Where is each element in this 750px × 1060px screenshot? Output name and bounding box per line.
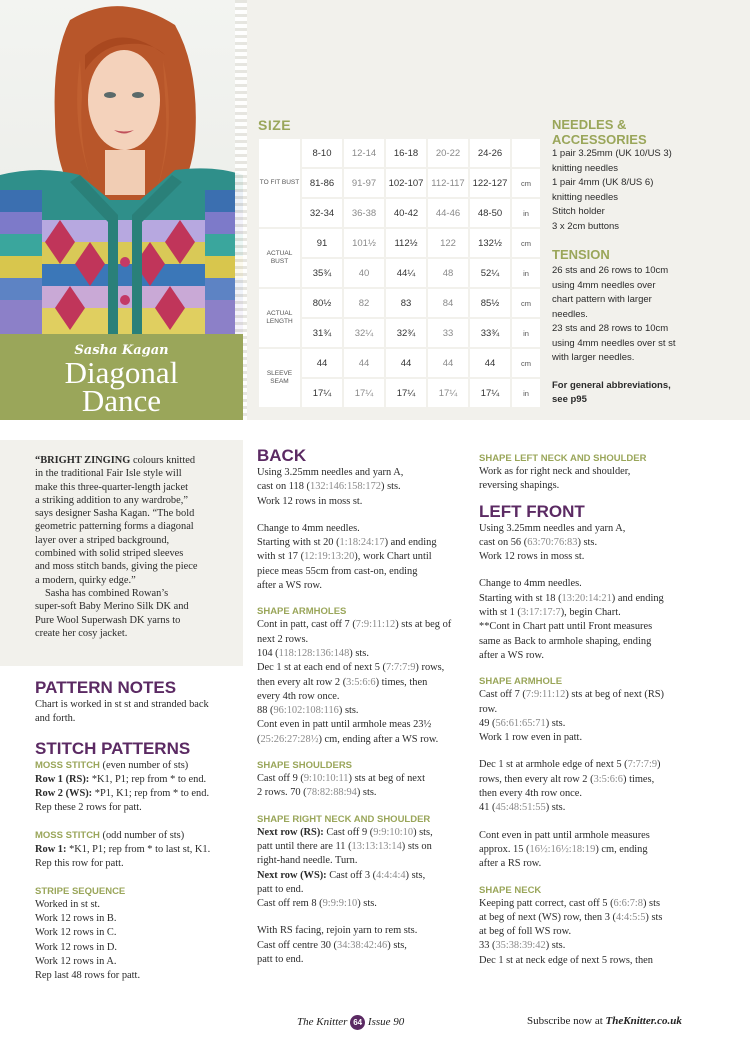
- intro-line: in the traditional Fair Isle style will: [35, 468, 182, 480]
- intro-line: super-soft Baby Merino Silk DK and: [35, 601, 189, 613]
- shape-shoulders-heading: SHAPE SHOULDERS: [257, 760, 353, 772]
- row-text: *K1, P1; rep from * to last st, K1.: [66, 844, 211, 856]
- intro-line: make this three-quarter-length jacket: [35, 481, 188, 493]
- armhole-line: (25:26:27:28½) cm, ending after a WS row.: [257, 733, 439, 745]
- left-neck-line: Work as for right neck and shoulder,: [479, 466, 631, 477]
- size-cell: 16-18: [385, 138, 427, 168]
- needles-list: [552, 147, 742, 234]
- left-front-line: Starting with st 18 (13:20:14:21) and ending: [479, 592, 664, 604]
- armhole-line: 49 (56:61:65:71) sts.: [479, 717, 566, 729]
- size-unit: cm: [511, 348, 541, 378]
- size-cell: 81-86: [301, 168, 343, 198]
- column-1: [35, 678, 240, 983]
- size-table-row: [258, 378, 541, 408]
- pattern-title-line1: Diagonal: [64, 355, 179, 390]
- stripe-line: Rep last 48 rows for patt.: [35, 970, 141, 982]
- back-line: with st 17 (12:19:13:20), work Chart until: [257, 551, 432, 563]
- neck-line: Keeping patt correct, cast off 5 (6:6:7:8) sts: [479, 897, 661, 909]
- left-front-line: Work 12 rows in moss st.: [479, 551, 585, 563]
- intro-lead: “BRIGHT ZINGING: [35, 455, 131, 466]
- size-unit: in: [511, 378, 541, 408]
- size-table-row: [258, 288, 541, 318]
- needles-line: 3 x 2cm buttons: [552, 220, 620, 232]
- size-table-row: [258, 258, 541, 288]
- size-row-label: ACTUAL BUST: [258, 228, 301, 288]
- right-neck-line: Next row (RS): Cast off 9 (9:9:10:10) sts,: [257, 826, 433, 838]
- column-3: [479, 452, 691, 968]
- size-cell: 44: [427, 348, 469, 378]
- right-neck-line: Next row (WS): Cast off 3 (4:4:4:4) sts,: [257, 869, 426, 881]
- size-cell: 48-50: [469, 198, 511, 228]
- size-table-row: [258, 228, 541, 258]
- back-line: Using 3.25mm needles and yarn A,: [257, 467, 404, 478]
- armhole-line: Cont in patt, cast off 7 (7:9:11:12) sts at beg of: [257, 619, 452, 631]
- moss-odd-note: (odd number of sts): [99, 829, 185, 841]
- size-cell: 44: [469, 348, 511, 378]
- size-cell: 32-34: [301, 198, 343, 228]
- left-front-line: cast on 56 (63:70:76:83) sts.: [479, 536, 598, 548]
- armhole-line: Cont even in patt until armhole meas 23½: [257, 719, 432, 731]
- needles-line: 1 pair 4mm (UK 8/US 6): [552, 177, 654, 188]
- size-cell: 17¼: [469, 378, 511, 408]
- size-cell: 32¼: [343, 318, 385, 348]
- armhole-line: approx. 15 (16½:16½:18:19) cm, ending: [479, 843, 648, 855]
- left-front-line: after a WS row.: [479, 649, 544, 661]
- intro-panel: [0, 440, 243, 666]
- intro-line: says designer Sasha Kagan. “The bold: [35, 508, 195, 520]
- back-heading: BACK: [257, 446, 307, 465]
- size-cell: 17¼: [343, 378, 385, 408]
- stripe-line: Worked in st st.: [35, 898, 100, 910]
- left-front-line: Change to 4mm needles.: [479, 578, 582, 590]
- moss-even-heading: MOSS STITCH: [35, 759, 100, 771]
- size-cell: 17¼: [385, 378, 427, 408]
- left-front-heading: LEFT FRONT: [479, 501, 585, 521]
- neck-line: 33 (35:38:39:42) sts.: [479, 940, 566, 952]
- size-cell: 82: [343, 288, 385, 318]
- moss-even-title: [35, 759, 240, 773]
- size-unit: in: [511, 198, 541, 228]
- size-row-label: ACTUAL LENGTH: [258, 288, 301, 348]
- pattern-notes-heading: PATTERN NOTES: [35, 678, 177, 697]
- intro-line: combined with solid striped sleeves: [35, 548, 184, 560]
- moss-even-repeat: Rep these 2 rows for patt.: [35, 802, 142, 814]
- row-text: *K1, P1; rep from * to end.: [89, 773, 207, 785]
- armhole-line: after a RS row.: [479, 858, 542, 870]
- tension-line: 23 sts and 28 rows to 10cm: [552, 323, 669, 334]
- shape-armhole-heading: SHAPE ARMHOLE: [479, 676, 563, 688]
- right-neck-line: Cast off centre 30 (34:38:42:46) sts,: [257, 939, 407, 951]
- moss-even-note: (even number of sts): [99, 759, 189, 771]
- armhole-line: Cont even in patt until armhole measures: [479, 829, 650, 841]
- size-unit: cm: [511, 228, 541, 258]
- abbreviations-note: [552, 379, 671, 407]
- row-label: Row 1:: [35, 844, 67, 856]
- back-line: cast on 118 (132:146:158:172) sts.: [257, 481, 401, 493]
- moss-odd-repeat: Rep this row for patt.: [35, 858, 124, 870]
- footer-subscribe: [527, 1015, 682, 1027]
- model-illustration: [0, 0, 243, 334]
- shape-left-neck-heading: SHAPE LEFT NECK AND SHOULDER: [479, 453, 647, 464]
- size-cell: 85½: [469, 288, 511, 318]
- intro-line: Sasha has combined Rowan’s: [45, 587, 169, 599]
- size-heading: SIZE: [258, 117, 292, 133]
- size-cell: 35¾: [301, 258, 343, 288]
- needles-line: 1 pair 3.25mm (UK 10/US 3): [552, 148, 672, 159]
- right-neck-line: patt to end.: [257, 954, 304, 966]
- subscribe-prefix: Subscribe now at: [527, 1015, 606, 1027]
- size-unit: in: [511, 318, 541, 348]
- neck-line: at beg of foll WS row.: [479, 926, 572, 938]
- size-table-row: [258, 348, 541, 378]
- abbreviations-line1: For general abbreviations,: [552, 380, 671, 391]
- needles-tension-panel: [552, 117, 742, 405]
- armhole-line: Dec 1 st at armhole edge of next 5 (7:7:7:9): [479, 759, 661, 771]
- right-neck-line: Cast off rem 8 (9:9:9:10) sts.: [257, 898, 377, 910]
- needles-line: knitting needles: [552, 191, 619, 203]
- armhole-line: then every alt row 2 (3:5:6:6) times, then: [257, 676, 428, 688]
- tension-line: needles.: [552, 308, 588, 320]
- moss-odd-title: [35, 829, 240, 843]
- needles-line: Stitch holder: [552, 206, 605, 217]
- armhole-line: Work 1 row even in patt.: [479, 732, 583, 744]
- intro-line: and moss stitch bands, giving the piece: [35, 561, 198, 573]
- stripe-line: Work 12 rows in C.: [35, 927, 117, 939]
- moss-even-row1: [35, 773, 240, 787]
- size-row-label: SLEEVE SEAM: [258, 348, 301, 408]
- armhole-line: 104 (118:128:136:148) sts.: [257, 647, 369, 659]
- size-cell: 8-10: [301, 138, 343, 168]
- size-table-row: [258, 138, 541, 168]
- size-unit: in: [511, 258, 541, 288]
- size-cell: 101½: [343, 228, 385, 258]
- tension-list: [552, 264, 676, 366]
- intro-line: layer over a striped background,: [35, 534, 170, 546]
- size-cell: 40-42: [385, 198, 427, 228]
- size-unit: cm: [511, 288, 541, 318]
- stripe-line: Work 12 rows in D.: [35, 941, 117, 953]
- abbreviations-line2: see p95: [552, 394, 587, 405]
- size-cell: 44-46: [427, 198, 469, 228]
- size-cell: 40: [343, 258, 385, 288]
- size-cell: 102-107: [385, 168, 427, 198]
- left-front-line: **Cont in Chart patt until Front measures: [479, 621, 653, 633]
- issue-number: Issue 90: [367, 1016, 405, 1029]
- stripe-sequence-heading: STRIPE SEQUENCE: [35, 885, 126, 897]
- size-cell: 24-26: [469, 138, 511, 168]
- tension-line: using 4mm needles over: [552, 279, 656, 291]
- stitch-patterns-heading: STITCH PATTERNS: [35, 738, 191, 758]
- size-cell: 44¼: [385, 258, 427, 288]
- shape-armholes-heading: SHAPE ARMHOLES: [257, 606, 347, 618]
- intro-line: a modern, quirky edge.”: [35, 574, 136, 586]
- size-cell: 33: [427, 318, 469, 348]
- armhole-line: Dec 1 st at each end of next 5 (7:7:7:9) rows,: [257, 662, 445, 674]
- left-front-line: same as Back to armhole shaping, ending: [479, 635, 652, 647]
- size-cell: 80½: [301, 288, 343, 318]
- size-row-label: TO FIT BUST: [258, 138, 301, 228]
- size-cell: 32¾: [385, 318, 427, 348]
- size-table-row: [258, 318, 541, 348]
- back-line: Work 12 rows in moss st.: [257, 495, 363, 507]
- intro-line: create her cosy jacket.: [35, 627, 128, 639]
- size-cell: 44: [385, 348, 427, 378]
- size-cell: 122-127: [469, 168, 511, 198]
- neck-line: Dec 1 st at neck edge of next 5 rows, then: [479, 954, 653, 966]
- row-text: *P1, K1; rep from * to end.: [92, 788, 210, 800]
- needles-heading-line2: ACCESSORIES: [552, 132, 647, 147]
- size-cell: 44: [343, 348, 385, 378]
- row-label: Row 1 (RS):: [35, 773, 90, 785]
- size-cell: 122: [427, 228, 469, 258]
- left-front-line: Using 3.25mm needles and yarn A,: [479, 522, 626, 534]
- tension-line: using 4mm needles over st st: [552, 337, 676, 349]
- shape-right-neck-heading: SHAPE RIGHT NECK AND SHOULDER: [257, 813, 431, 825]
- size-cell: 20-22: [427, 138, 469, 168]
- intro-line: Pure Wool Superwash DK yarns to: [35, 614, 181, 626]
- neck-line: at beg of next (WS) row, then 3 (4:4:5:5) sts: [479, 911, 663, 923]
- shoulder-line: Cast off 9 (9:10:10:11) sts at beg of next: [257, 773, 425, 785]
- stripe-line: Work 12 rows in A.: [35, 955, 117, 967]
- moss-odd-row1: [35, 843, 240, 857]
- row-label: Row 2 (WS):: [35, 788, 93, 800]
- needles-line: knitting needles: [552, 162, 619, 174]
- stripe-sequence-list: [35, 898, 240, 984]
- pattern-title-line2: Dance: [81, 383, 162, 418]
- right-neck-line: patt to end.: [257, 883, 304, 895]
- intro-line: a striking addition to any wardrobe,”: [35, 494, 188, 506]
- designer-name: Sasha Kagan: [74, 343, 169, 358]
- back-line: Change to 4mm needles.: [257, 522, 360, 534]
- subscribe-link[interactable]: TheKnitter.co.uk: [605, 1015, 682, 1027]
- size-table-row: [258, 168, 541, 198]
- intro-line: geometric patterning forms a diagonal: [35, 521, 194, 533]
- size-cell: 84: [427, 288, 469, 318]
- intro-paragraph-2: [35, 587, 231, 640]
- tension-line: chart pattern with larger: [552, 294, 652, 305]
- size-unit: cm: [511, 168, 541, 198]
- size-table: [257, 137, 542, 409]
- size-cell: 12-14: [343, 138, 385, 168]
- page-number: 64: [350, 1015, 365, 1030]
- left-front-line: with st 1 (3:17:17:7), begin Chart.: [479, 607, 621, 619]
- shoulder-line: 2 rows. 70 (78:82:88:94) sts.: [257, 787, 377, 799]
- title-box: [0, 334, 243, 420]
- size-cell: 112½: [385, 228, 427, 258]
- armhole-line: Cast off 7 (7:9:11:12) sts at beg of next (RS): [479, 689, 665, 701]
- right-neck-line: patt until there are 11 (13:13:13:14) sts on: [257, 840, 432, 852]
- armhole-line: next 2 rows.: [257, 633, 309, 645]
- size-cell: 44: [301, 348, 343, 378]
- right-neck-line: right-hand needle. Turn.: [257, 855, 358, 867]
- model-photo: [0, 0, 243, 334]
- column-2: [257, 446, 469, 967]
- pattern-notes-line: and forth.: [35, 713, 76, 725]
- armhole-line: then every 4th row once.: [479, 788, 583, 800]
- size-cell: 31¾: [301, 318, 343, 348]
- armhole-line: every 4th row once.: [257, 690, 340, 702]
- armhole-line: 41 (45:48:51:55) sts.: [479, 802, 566, 814]
- size-cell: 33¾: [469, 318, 511, 348]
- back-line: Starting with st 20 (1:18:24:17) and ending: [257, 537, 437, 549]
- moss-even-row2: [35, 787, 240, 801]
- magazine-name: The Knitter: [297, 1016, 348, 1029]
- back-line: after a WS row.: [257, 580, 322, 592]
- size-cell: 91: [301, 228, 343, 258]
- size-cell: 91-97: [343, 168, 385, 198]
- size-cell: 17¼: [427, 378, 469, 408]
- size-cell: 17¼: [301, 378, 343, 408]
- armhole-line: 88 (96:102:108:116) sts.: [257, 705, 359, 717]
- armhole-line: rows, then every alt row 2 (3:5:6:6) times,: [479, 773, 655, 785]
- tension-line: with larger needles.: [552, 352, 635, 363]
- footer-magazine: [297, 1015, 404, 1030]
- right-neck-line: With RS facing, rejoin yarn to rem sts.: [257, 925, 418, 937]
- stripe-line: Work 12 rows in B.: [35, 912, 117, 924]
- size-cell: 83: [385, 288, 427, 318]
- size-cell: 52¼: [469, 258, 511, 288]
- pattern-notes-line: Chart is worked in st st and stranded back: [35, 699, 209, 710]
- size-unit: [511, 138, 541, 168]
- size-table-row: [258, 198, 541, 228]
- needles-heading-line1: NEEDLES &: [552, 117, 627, 132]
- size-cell: 36-38: [343, 198, 385, 228]
- armhole-line: row.: [479, 703, 498, 715]
- left-neck-line: reversing shapings.: [479, 480, 560, 492]
- size-cell: 112-117: [427, 168, 469, 198]
- back-line: piece meas 55cm from cast-on, ending: [257, 565, 418, 577]
- tension-line: 26 sts and 26 rows to 10cm: [552, 265, 669, 276]
- intro-line: colours knitted: [130, 455, 196, 466]
- size-cell: 132½: [469, 228, 511, 258]
- moss-odd-heading: MOSS STITCH: [35, 829, 100, 841]
- tension-heading: TENSION: [552, 247, 610, 262]
- size-cell: 48: [427, 258, 469, 288]
- shape-neck-heading: SHAPE NECK: [479, 884, 542, 896]
- intro-paragraph: [35, 454, 231, 587]
